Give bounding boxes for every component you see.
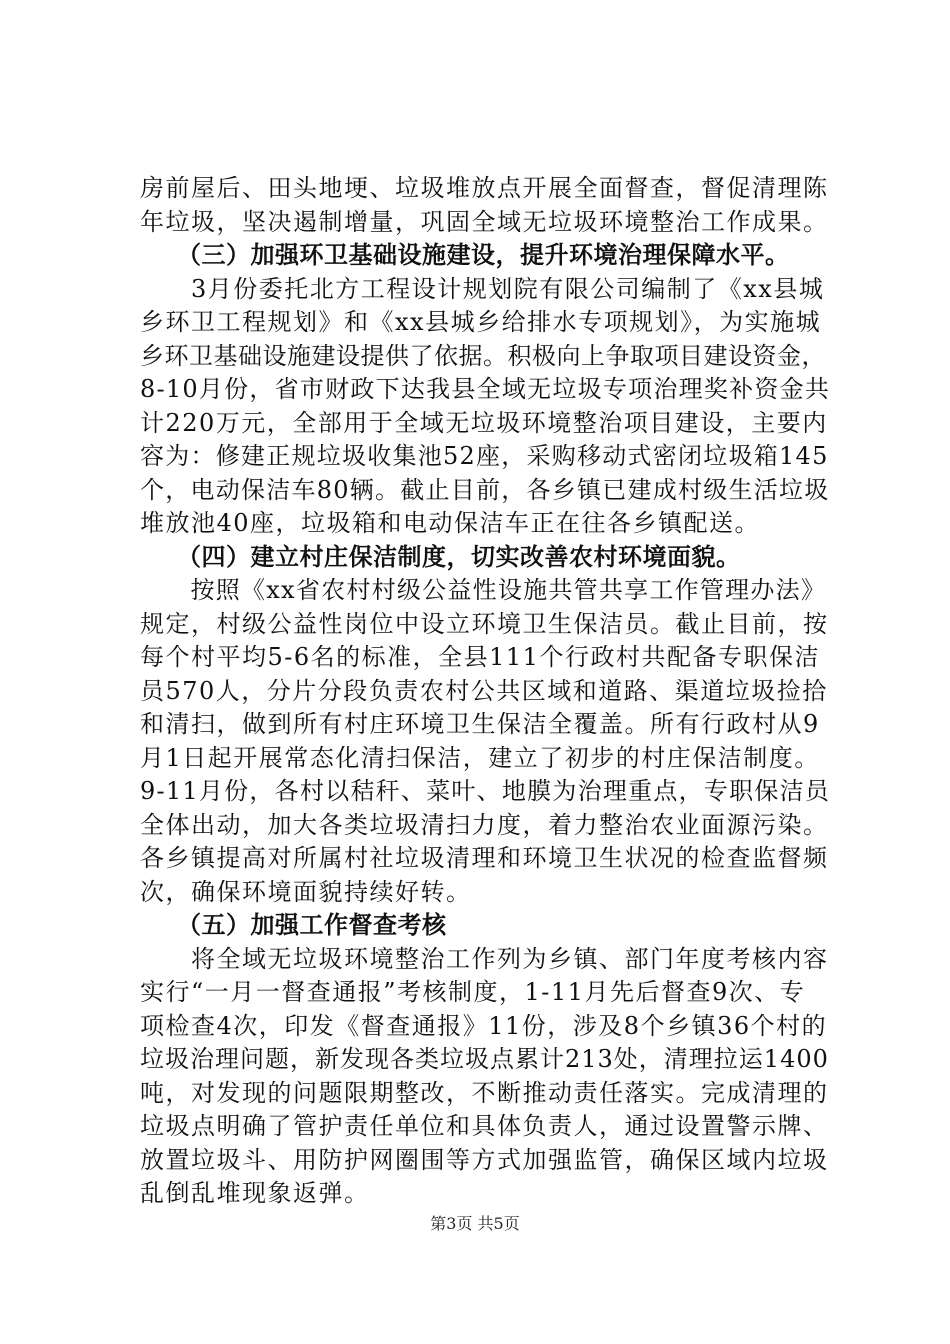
- paragraph-line: 3月份委托北方工程设计规划院有限公司编制了《xx县城: [140, 274, 825, 303]
- paragraph-line: 放置垃圾斗、用防护网圈围等方式加强监管，确保区域内垃圾: [140, 1145, 829, 1174]
- section-heading: （五）加强工作督查考核: [140, 911, 447, 939]
- paragraph-line: 计220万元，全部用于全域无垃圾环境整治项目建设，主要内: [140, 408, 828, 437]
- paragraph-line: 8-10月份，省市财政下达我县全域无垃圾专项治理奖补资金共: [140, 375, 831, 403]
- paragraph-line: 容为：修建正规垃圾收集池52座，采购移动式密闭垃圾箱145: [140, 442, 829, 470]
- paragraph-line: 按照《xx省农村村级公益性设施共管共享工作管理办法》: [140, 576, 827, 604]
- paragraph-line: 实行“一月一督查通报”考核制度，1-11月先后督查9次、专: [140, 978, 806, 1006]
- paragraph-line: 堆放池40座，垃圾箱和电动保洁车正在往各乡镇配送。: [140, 509, 761, 537]
- paragraph-line: 将全域无垃圾环境整治工作列为乡镇、部门年度考核内容: [140, 944, 829, 973]
- paragraph-line: 员570人，分片分段负责农村公共区域和道路、渠道垃圾捡拾: [140, 676, 828, 705]
- paragraph-line: 乡环卫工程规划》和《xx县城乡给排水专项规划》，为实施城: [140, 308, 822, 336]
- paragraph-line: 次，确保环境面貌持续好转。: [140, 877, 472, 906]
- section-heading: （四）建立村庄保洁制度，切实改善农村环境面貌。: [140, 542, 741, 571]
- paragraph-line: 各乡镇提高对所属村社垃圾清理和环境卫生状况的检查监督频: [140, 844, 829, 872]
- paragraph-line: 乱倒乱堆现象返弹。: [140, 1179, 370, 1207]
- paragraph-line: 吨，对发现的问题限期整改，不断推动责任落实。完成清理的: [140, 1078, 829, 1107]
- paragraph-line: 垃圾点明确了管护责任单位和具体负责人，通过设置警示牌、: [140, 1112, 829, 1140]
- paragraph-line: 年垃圾，坚决遏制增量，巩固全域无垃圾环境整治工作成果。: [140, 207, 829, 236]
- paragraph-line: 和清扫，做到所有村庄环境卫生保洁全覆盖。所有行政村从9: [140, 710, 820, 738]
- paragraph-line: 月1日起开展常态化清扫保洁，建立了初步的村庄保洁制度。: [140, 743, 820, 772]
- paragraph-line: 全体出动，加大各类垃圾清扫力度，着力整治农业面源污染。: [140, 810, 829, 839]
- paragraph-line: 9-11月份，各村以秸秆、菜叶、地膜为治理重点，专职保洁员: [140, 777, 831, 805]
- paragraph-line: 房前屋后、田头地埂、垃圾堆放点开展全面督查，督促清理陈: [140, 174, 829, 202]
- document-body: [140, 172, 830, 1211]
- paragraph-line: 个，电动保洁车80辆。截止目前，各乡镇已建成村级生活垃圾: [140, 475, 830, 504]
- paragraph-line: 垃圾治理问题，新发现各类垃圾点累计213处，清理拉运1400: [140, 1045, 829, 1073]
- paragraph-line: 乡环卫基础设施建设提供了依据。积极向上争取项目建设资金，: [140, 341, 826, 370]
- paragraph-line: 每个村平均5-6名的标准，全县111个行政村共配备专职保洁: [140, 643, 820, 671]
- paragraph-line: 项检查4次，印发《督查通报》11份，涉及8个乡镇36个村的: [140, 1011, 828, 1040]
- section-heading: （三）加强环卫基础设施建设，提升环境治理保障水平。: [140, 241, 790, 269]
- paragraph-line: 规定，村级公益性岗位中设立环境卫生保洁员。截止目前，按: [140, 609, 829, 638]
- page-footer: 第3页 共5页: [430, 1214, 520, 1233]
